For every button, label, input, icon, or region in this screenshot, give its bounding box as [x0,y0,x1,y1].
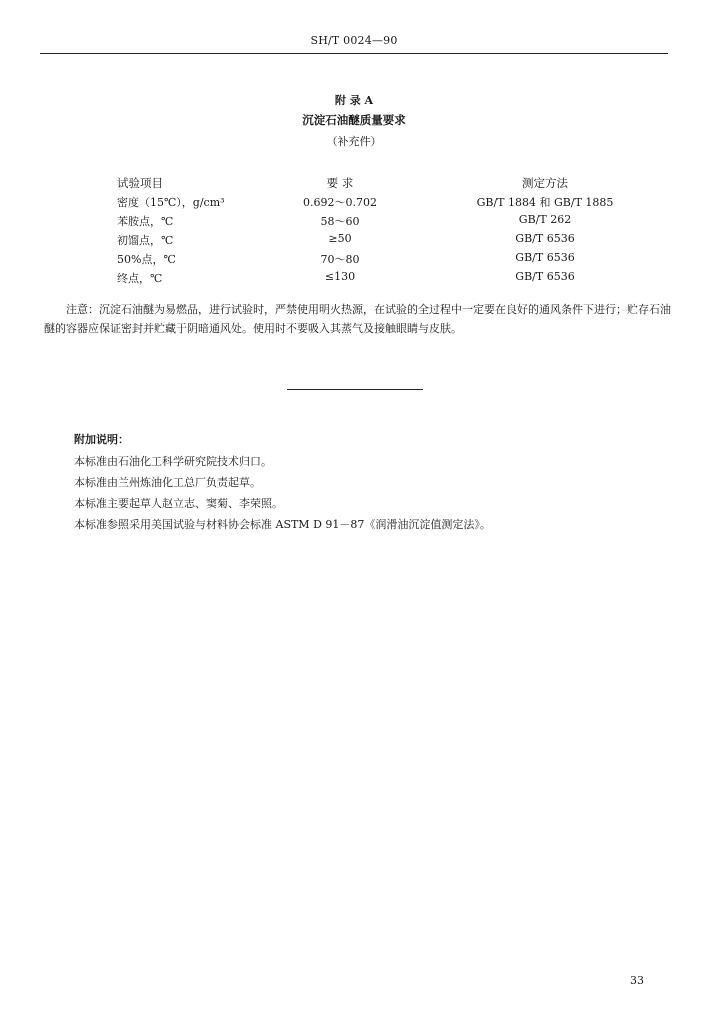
cell-requirement: 58～60 [320,215,360,228]
table-header-row [95,175,655,194]
cell-test-item: 密度（15℃），g/cm³ [117,196,225,209]
note-line: 本标准主要起草人赵立志、窦菊、李荣照。 [74,497,283,510]
appendix-type-note: （补充件） [326,135,382,148]
table-row [95,251,655,270]
standard-code-header: SH/T 0024—90 [310,34,398,47]
cell-requirement: 70～80 [320,253,360,266]
cell-test-method: GB/T 6536 [515,232,575,245]
cell-test-item: 终点，℃ [117,272,163,285]
table-row [95,232,655,251]
page-number: 33 [630,974,644,987]
table-row [95,194,655,213]
appendix-title: 附 录 A [334,94,374,107]
cell-requirement: ≤130 [324,270,356,283]
safety-notice: 注意：沉淀石油醚为易燃品，进行试验时，严禁使用明火热源，在试验的全过程中一定要在良好的通风条件下进行；贮存石油醚的容器应保证密封并贮藏于阴暗通风处。使用时不要吸入其蒸气及接触眼睛与皮肤。 [44,303,671,335]
cell-test-method: GB/T 1884 和 GB/T 1885 [476,196,614,209]
additional-notes [74,430,674,535]
note-line: 本标准由兰州炼油化工总厂负责起草。 [74,476,261,489]
additional-notes-title: 附加说明： [74,433,129,446]
note-line: 本标准参照采用美国试验与材料协会标准 ASTM D 91－87《润滑油沉淀值测定法》。 [74,518,491,531]
cell-test-item: 50%点，℃ [117,253,176,266]
header-test-item: 试验项目 [117,176,163,190]
header-requirement: 要 求 [326,176,354,190]
requirements-table [95,175,655,289]
cell-test-item: 苯胺点，℃ [117,215,174,228]
table-row [95,213,655,232]
appendix-subtitle: 沉淀石油醚质量要求 [302,113,406,127]
header-rule [40,53,668,54]
header-test-method: 测定方法 [522,176,568,190]
cell-test-method: GB/T 6536 [515,251,575,264]
cell-test-item: 初馏点，℃ [117,234,174,247]
section-separator [287,389,423,390]
table-row [95,270,655,289]
cell-requirement: 0.692～0.702 [303,196,377,209]
cell-test-method: GB/T 262 [518,213,572,226]
cell-requirement: ≥50 [328,232,352,245]
cell-test-method: GB/T 6536 [515,270,575,283]
note-line: 本标准由石油化工科学研究院技术归口。 [74,455,272,468]
